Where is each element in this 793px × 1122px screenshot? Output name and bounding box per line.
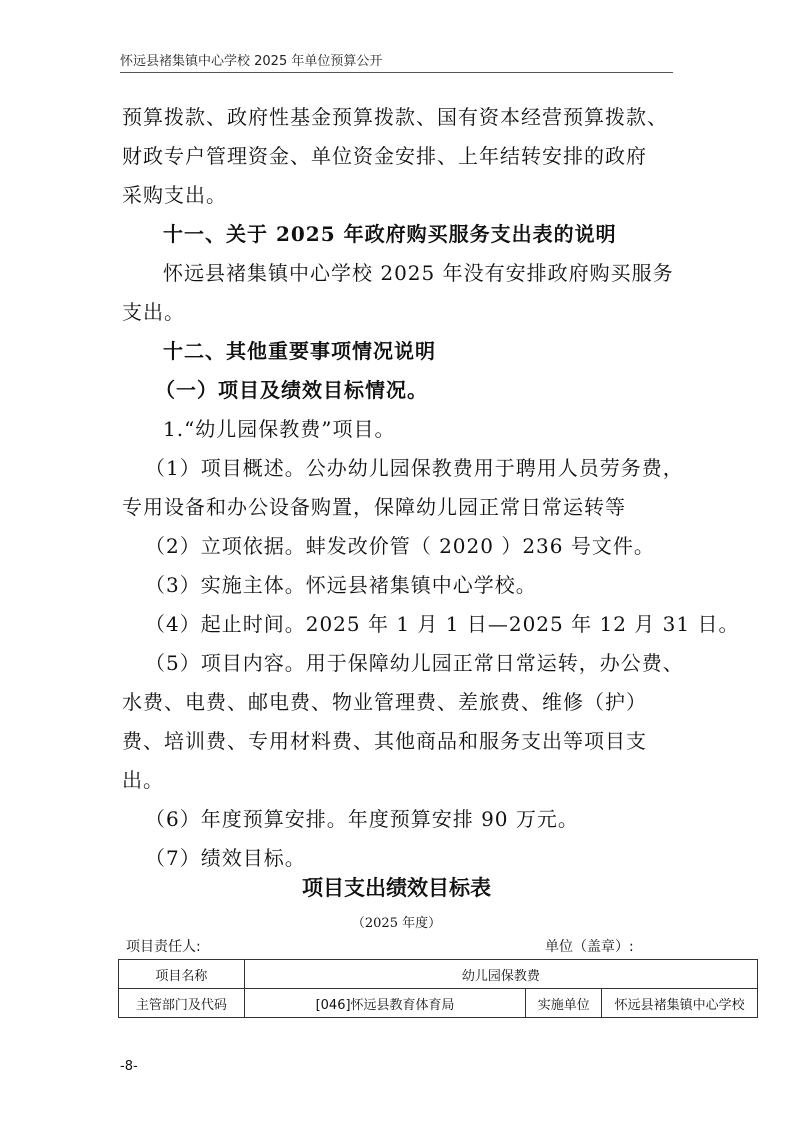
impl-value: 怀远县褚集镇中心学校	[602, 989, 758, 1018]
unit-seal-label: 单位（盖章）:	[545, 939, 634, 955]
item-5-line-2: 水费、电费、邮电费、物业管理费、差旅费、维修（护）	[122, 690, 647, 714]
body-line-5: 怀远县褚集镇中心学校 2025 年没有安排政府购买服务	[163, 261, 674, 285]
section-heading-12: 十二、其他重要事项情况说明	[163, 339, 436, 363]
performance-table	[118, 959, 758, 1018]
item-1-line-2: 专用设备和办公设备购置，保障幼儿园正常日常运转等	[122, 495, 626, 519]
section-heading-11: 十一、关于 2025 年政府购买服务支出表的说明	[163, 222, 617, 246]
item-3-line: （3）实施主体。怀远县褚集镇中心学校。	[145, 573, 537, 597]
responsible-label: 项目责任人:	[126, 939, 201, 955]
project-title-line: 1.“幼儿园保教费”项目。	[163, 417, 396, 441]
project-name-value: 幼儿园保教费	[244, 960, 757, 989]
item-6-line: （6）年度预算安排。年度预算安排 90 万元。	[145, 807, 579, 831]
page-header: 怀远县褚集镇中心学校 2025 年单位预算公开	[120, 54, 383, 69]
item-2-line: （2）立项依据。蚌发改价管（ 2020 ）236 号文件。	[145, 534, 655, 558]
project-name-label: 项目名称	[119, 960, 245, 989]
table-year: （2025 年度）	[351, 916, 442, 931]
item-5-line-3: 费、培训费、专用材料费、其他商品和服务支出等项目支	[122, 729, 647, 753]
table-row	[119, 960, 758, 989]
header-rule	[120, 72, 673, 73]
page-number: -8-	[120, 1059, 138, 1074]
item-5-line-1: （5）项目内容。用于保障幼儿园正常日常运转，办公费、	[145, 651, 684, 675]
impl-label: 实施单位	[526, 989, 602, 1018]
dept-label: 主管部门及代码	[119, 989, 245, 1018]
body-line-3: 采购支出。	[122, 183, 227, 207]
subsection-heading-1: （一）项目及绩效目标情况。	[155, 378, 428, 402]
body-line-6: 支出。	[122, 300, 185, 324]
item-5-line-4: 出。	[122, 768, 164, 792]
dept-value: [046]怀远县教育体育局	[244, 989, 526, 1018]
item-4-line: （4）起止时间。2025 年 1 月 1 日—2025 年 12 月 31 日。	[145, 612, 740, 636]
table-title: 项目支出绩效目标表	[302, 876, 491, 900]
item-7-line: （7）绩效目标。	[145, 846, 306, 870]
body-line-1: 预算拨款、政府性基金预算拨款、国有资本经营预算拨款、	[122, 105, 668, 129]
item-1-line-1: （1）项目概述。公办幼儿园保教费用于聘用人员劳务费，	[145, 456, 684, 480]
body-line-2: 财政专户管理资金、单位资金安排、上年结转安排的政府	[122, 144, 647, 168]
table-row	[119, 989, 758, 1018]
